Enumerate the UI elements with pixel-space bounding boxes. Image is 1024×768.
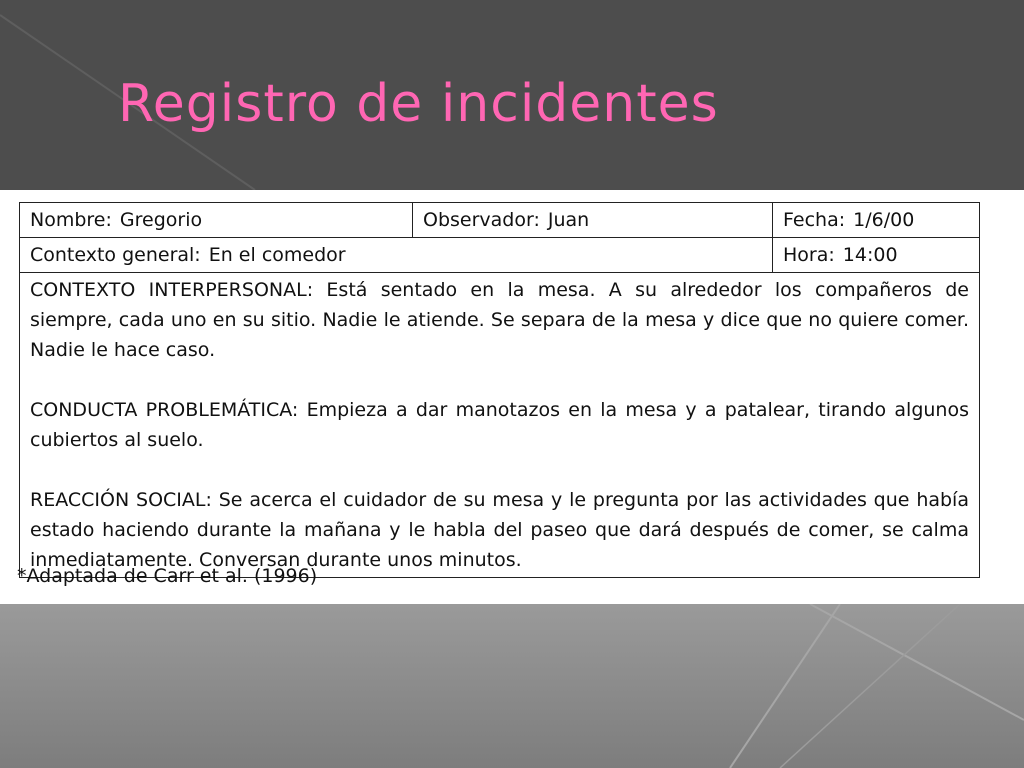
- contexto-interpersonal-paragraph: [30, 275, 969, 365]
- observador-label: Observador:: [423, 209, 540, 231]
- hora-label: Hora:: [783, 244, 835, 266]
- contexto-general-value: En el comedor: [208, 244, 346, 266]
- decor-line-bottom-right: [810, 604, 1024, 720]
- source-note: *Adaptada de Carr et al. (1996): [17, 565, 318, 587]
- nombre-cell: [20, 203, 413, 238]
- conducta-problematica-paragraph: [30, 395, 969, 455]
- observador-value: Juan: [547, 209, 590, 231]
- observador-cell: [413, 203, 773, 238]
- conducta-problematica-label: CONDUCTA PROBLEMÁTICA:: [30, 399, 299, 421]
- content-panel: [0, 190, 1024, 604]
- fecha-label: Fecha:: [783, 209, 846, 231]
- record-row-narrative: [20, 273, 980, 578]
- contexto-interpersonal-label: CONTEXTO INTERPERSONAL:: [30, 279, 314, 301]
- reaccion-social-label: REACCIÓN SOCIAL:: [30, 489, 212, 511]
- hora-value: 14:00: [842, 244, 898, 266]
- narrative-cell: [20, 273, 980, 578]
- record-row-context: [20, 238, 980, 273]
- fecha-cell: [773, 203, 980, 238]
- reaccion-social-text: Se acerca el cuidador de su mesa y le pregunta por las actividades que había estado haciendo durante la mañana y le habla del paseo que dará después de comer, se calma inmediatamente. Conversan durante unos minutos.: [30, 489, 969, 571]
- contexto-interpersonal-text: Está sentado en la mesa. A su alrededor los compañeros de siempre, cada uno en su sitio. Nadie le atiende. Se separa de la mesa y dice que no quiere comer. Nadie le hace caso.: [30, 279, 969, 361]
- decor-line-bottom-2: [780, 604, 960, 768]
- decor-line-bottom: [730, 604, 840, 768]
- reaccion-social-paragraph: [30, 485, 969, 575]
- hora-cell: [773, 238, 980, 273]
- contexto-general-label: Contexto general:: [30, 244, 201, 266]
- fecha-value: 1/6/00: [853, 209, 915, 231]
- nombre-label: Nombre:: [30, 209, 112, 231]
- record-row-header: [20, 203, 980, 238]
- incident-record-table: [19, 202, 980, 578]
- contexto-general-cell: [20, 238, 773, 273]
- nombre-value: Gregorio: [119, 209, 203, 231]
- conducta-problematica-text: Empieza a dar manotazos en la mesa y a patalear, tirando algunos cubiertos al suelo.: [30, 399, 969, 451]
- slide-title: Registro de incidentes: [118, 74, 719, 134]
